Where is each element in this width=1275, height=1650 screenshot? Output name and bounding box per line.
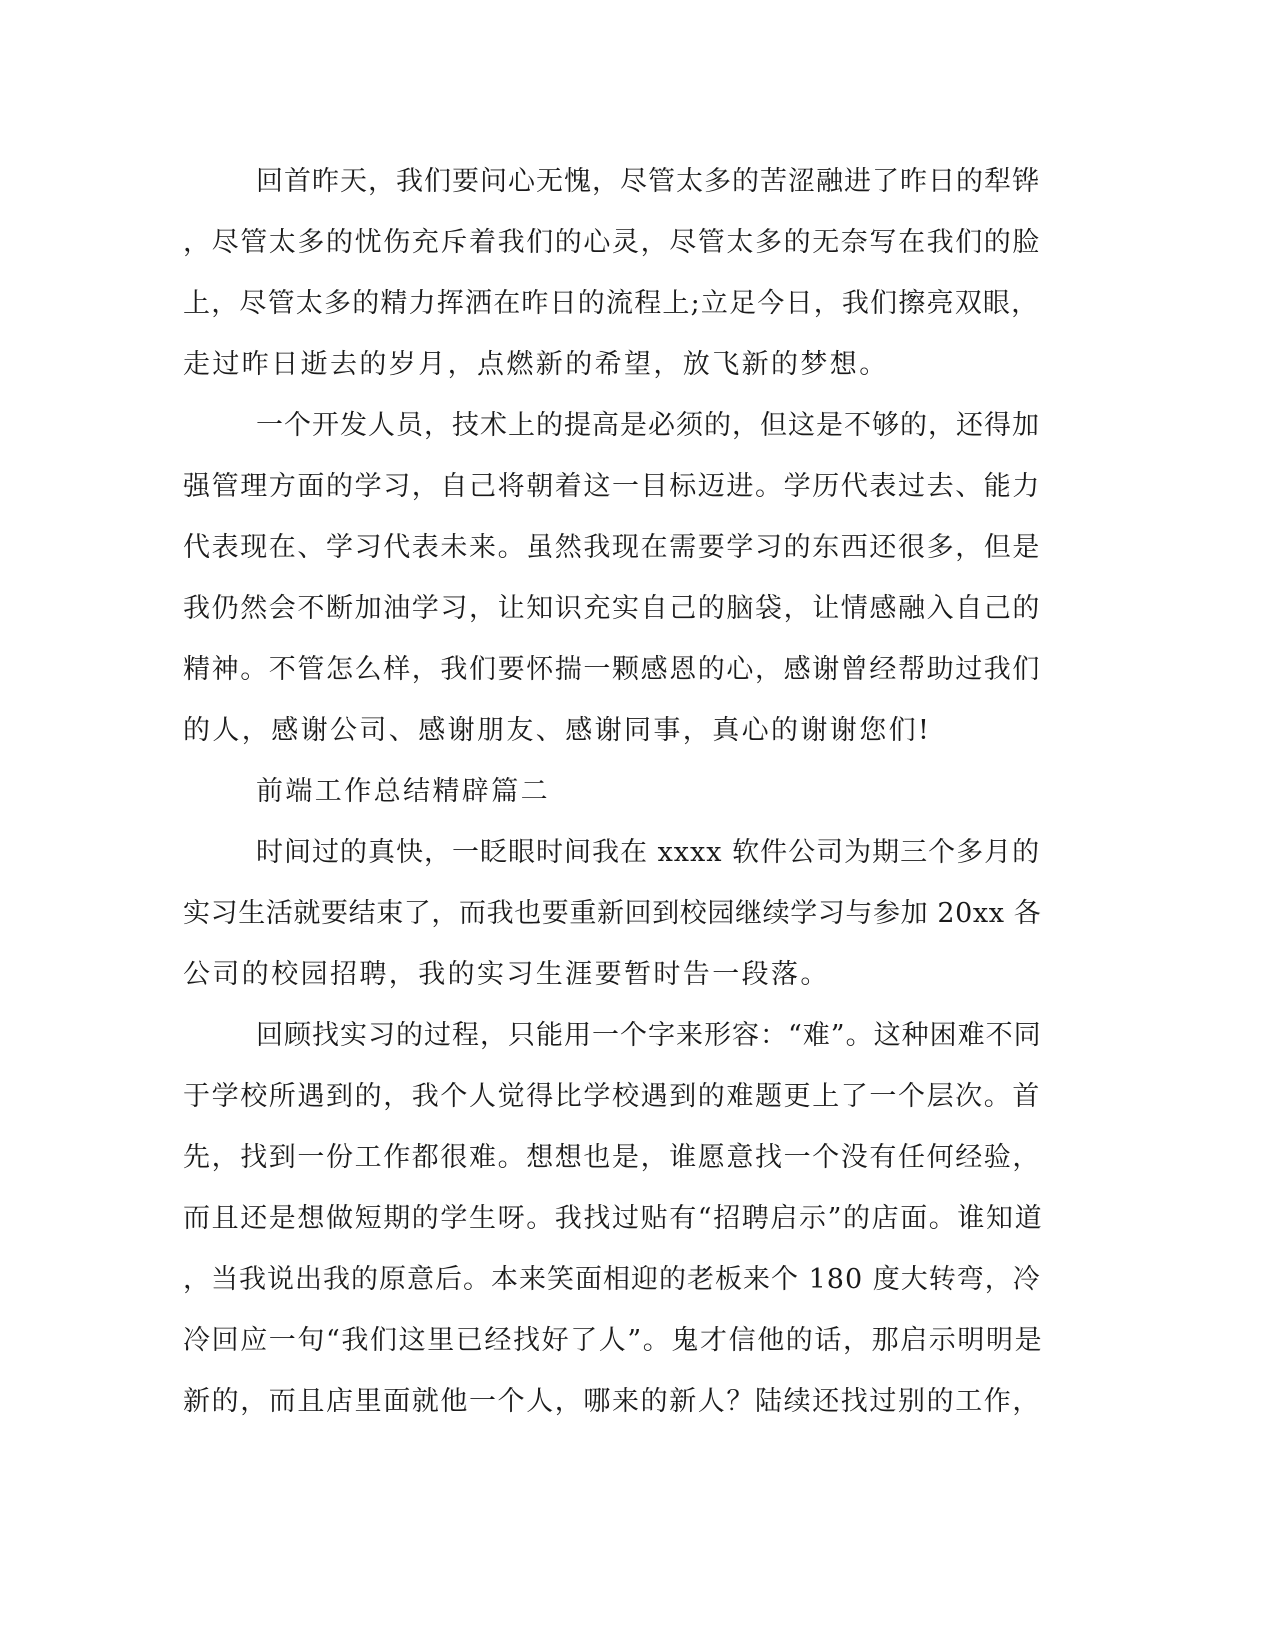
text-line: 精神。不管怎么样，我们要怀揣一颗感恩的心，感谢曾经帮助过我们 <box>183 654 1041 685</box>
text-line: ，尽管太多的忧伤充斥着我们的心灵，尽管太多的无奈写在我们的脸 <box>183 227 1041 258</box>
text-line: 新的，而且店里面就他一个人，哪来的新人？陆续还找过别的工作， <box>183 1386 1041 1417</box>
text-line: 上，尽管太多的精力挥洒在昨日的流程上;立足今日，我们擦亮双眼， <box>183 288 1040 319</box>
document-body <box>183 158 1043 1439</box>
text-line: 回顾找实习的过程，只能用一个字来形容：“难”。这种困难不同 <box>256 1020 1042 1051</box>
text-line: 走过昨日逝去的岁月，点燃新的希望，放飞新的梦想。 <box>183 349 889 380</box>
text-line: 冷回应一句“我们这里已经找好了人”。鬼才信他的话，那启示明明是 <box>183 1325 1044 1356</box>
text-line: 时间过的真快，一眨眼时间我在 xxxx 软件公司为期三个多月的 <box>256 837 1041 868</box>
text-line: 实习生活就要结束了，而我也要重新回到校园继续学习与参加 20xx 各 <box>183 898 1042 929</box>
text-line: 而且还是想做短期的学生呀。我找过贴有“招聘启示”的店面。谁知道 <box>183 1203 1044 1234</box>
text-line: ，当我说出我的原意后。本来笑面相迎的老板来个 180 度大转弯，冷 <box>183 1264 1041 1295</box>
section-heading: 前端工作总结精辟篇二 <box>256 776 550 807</box>
text-line: 一个开发人员，技术上的提高是必须的，但这是不够的，还得加 <box>256 410 1040 441</box>
text-line: 的人，感谢公司、感谢朋友、感谢同事，真心的谢谢您们! <box>183 715 932 746</box>
text-line: 回首昨天，我们要问心无愧，尽管太多的苦涩融进了昨日的犁铧 <box>256 166 1040 197</box>
text-line: 我仍然会不断加油学习，让知识充实自己的脑袋，让情感融入自己的 <box>183 593 1041 624</box>
text-line: 公司的校园招聘，我的实习生涯要暂时告一段落。 <box>183 959 830 990</box>
text-line: 先，找到一份工作都很难。想想也是，谁愿意找一个没有任何经验， <box>183 1142 1041 1173</box>
text-line: 于学校所遇到的，我个人觉得比学校遇到的难题更上了一个层次。首 <box>183 1081 1041 1112</box>
text-line: 强管理方面的学习，自己将朝着这一目标迈进。学历代表过去、能力 <box>183 471 1041 502</box>
text-line: 代表现在、学习代表未来。虽然我现在需要学习的东西还很多，但是 <box>183 532 1041 563</box>
